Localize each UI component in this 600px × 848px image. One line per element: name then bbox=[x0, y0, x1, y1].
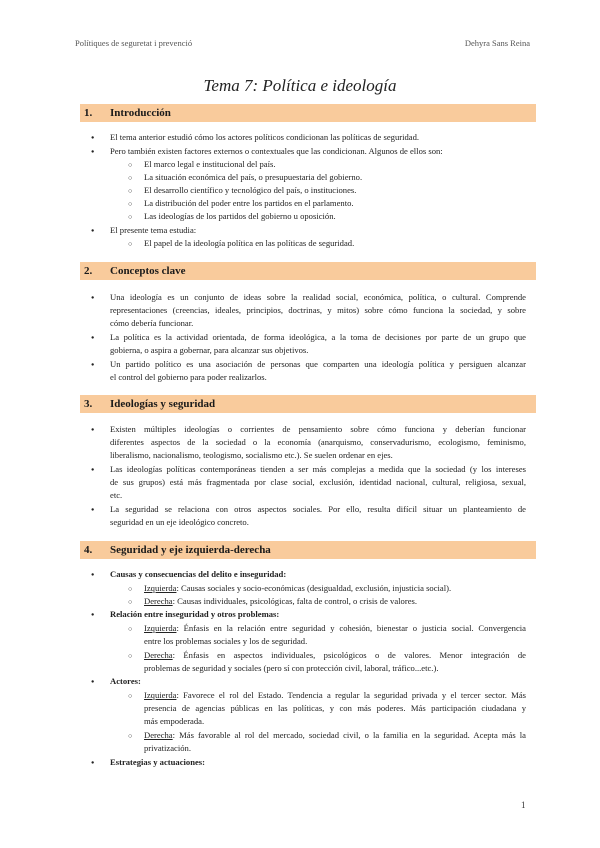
list-item: Izquierda: Causas sociales y socio-económicas (desigualdad, exclusión, injusticia social). bbox=[144, 583, 452, 593]
list-item: privatización. bbox=[144, 743, 192, 753]
paragraph: La política es la actividad orientada, de forma ideológica, a la toma de decisiones por parte de un grupo que bbox=[110, 332, 526, 342]
paragraph: representaciones (creencias, ideales, principios, doctrinas, y mitos) sobre cómo funciona la sociedad, y sobre bbox=[110, 305, 526, 315]
sub-bullet-icon bbox=[128, 689, 132, 703]
section-heading-1: 1. Introducción bbox=[80, 104, 536, 122]
bullet-icon bbox=[91, 331, 94, 345]
paragraph: Las ideologías políticas contemporáneas tienden a ser más complejas a medida que la sociedad (y los intereses bbox=[110, 464, 526, 474]
page-number: 1 bbox=[521, 800, 526, 810]
list-item: El marco legal e institucional del país. bbox=[144, 159, 276, 169]
paragraph: La seguridad se relaciona con otros aspectos sociales. Por ello, resulta difícil situar un planteamiento de bbox=[110, 504, 526, 514]
group-heading: Relación entre inseguridad y otros problemas: bbox=[110, 609, 280, 619]
bullet-icon bbox=[91, 131, 94, 145]
list-item: El desarrollo científico y tecnológico del país, o instituciones. bbox=[144, 185, 357, 195]
list-item: entre los problemas sociales y los de seguridad. bbox=[144, 636, 308, 646]
group-heading: Estrategias y actuaciones: bbox=[110, 757, 206, 767]
paragraph: cómo debería funcionar. bbox=[110, 318, 194, 328]
paragraph: Una ideología es un conjunto de ideas sobre la realidad social, económica, política, o cultural. Comprende bbox=[110, 292, 526, 302]
paragraph: liberalismo, nacionalismo, teologismo, socialismo etc.). Se suelen ordenar en ejes. bbox=[110, 450, 393, 460]
list-item: El papel de la ideología política en las políticas de seguridad. bbox=[144, 238, 355, 248]
paragraph: etc. bbox=[110, 490, 123, 500]
header-right: Dehyra Sans Reina bbox=[464, 38, 530, 48]
page-title: Tema 7: Política e ideología bbox=[203, 76, 397, 95]
sub-bullet-icon bbox=[128, 237, 132, 251]
sub-bullet-icon bbox=[128, 171, 132, 185]
sub-bullet-icon bbox=[128, 158, 132, 172]
sub-bullet-icon bbox=[128, 649, 132, 663]
group-heading: Actores: bbox=[110, 676, 141, 686]
sub-bullet-icon bbox=[128, 729, 132, 743]
bullet-icon bbox=[91, 756, 94, 770]
paragraph: El tema anterior estudió cómo los actores políticos condicionan las políticas de seguridad. bbox=[110, 132, 420, 142]
list-item: problemas de seguridad y sociales (pero sí con protección civil, laboral, tráfico...etc.). bbox=[144, 663, 439, 673]
bullet-icon bbox=[91, 568, 94, 582]
list-item: Las ideologías de los partidos del gobierno u oposición. bbox=[144, 211, 336, 221]
paragraph: el control del gobierno para poder realizarlos. bbox=[110, 372, 267, 382]
paragraph: Pero también existen factores externos o contextuales que las condicionan. Algunos de ellos son: bbox=[110, 146, 443, 156]
bullet-icon bbox=[91, 224, 94, 238]
bullet-icon bbox=[91, 358, 94, 372]
list-item: Izquierda: Favorece el rol del Estado. Tendencia a regular la seguridad privada y el tercer sector. Más bbox=[144, 690, 526, 700]
list-item: La distribución del poder entre los partidos en el parlamento. bbox=[144, 198, 354, 208]
paragraph: El presente tema estudia: bbox=[110, 225, 197, 235]
sub-bullet-icon bbox=[128, 622, 132, 636]
header-left: Polítiques de seguretat i prevenció bbox=[75, 38, 193, 48]
list-item: más empoderada. bbox=[144, 716, 205, 726]
sub-bullet-icon bbox=[128, 184, 132, 198]
bullet-icon bbox=[91, 145, 94, 159]
list-item: La situación económica del país, o presupuestaria del gobierno. bbox=[144, 172, 363, 182]
paragraph: Un partido político es una asociación de personas que comparten una ideología política y persiguen alcanzar bbox=[110, 359, 526, 369]
list-item: Derecha: Causas individuales, psicológicas, falta de control, o crisis de valores. bbox=[144, 596, 418, 606]
bullet-icon bbox=[91, 291, 94, 305]
paragraph: Existen múltiples ideologías o corrientes de pensamiento sobre cómo funciona y deberían funcionar bbox=[110, 424, 526, 434]
bullet-icon bbox=[91, 608, 94, 622]
bullet-icon bbox=[91, 463, 94, 477]
paragraph: gobierna, o aspira a gobernar, para alcanzar sus objetivos. bbox=[110, 345, 309, 355]
sub-bullet-icon bbox=[128, 210, 132, 224]
list-item: presencia de agencias públicas en las políticas, y con más poderes. Más participación ciudadana y bbox=[144, 703, 526, 713]
sub-bullet-icon bbox=[128, 582, 132, 596]
paragraph: diferentes aspectos de la sociedad o la economía (anarquismo, conservadurismo, ecologismo, feminismo, bbox=[110, 437, 526, 447]
paragraph: de sus grupos) está más fragmentada por clase social, exclusión, identidad nacional, cultural, religiosa, sexual, bbox=[110, 477, 526, 487]
section-heading-2: 2. Conceptos clave bbox=[80, 262, 536, 280]
bullet-icon bbox=[91, 423, 94, 437]
section-heading-3: 3. Ideologías y seguridad bbox=[80, 395, 536, 413]
sub-bullet-icon bbox=[128, 197, 132, 211]
list-item: Derecha: Énfasis en aspectos individuales, psicológicos o de valores. Menor integración de bbox=[144, 650, 526, 660]
bullet-icon bbox=[91, 503, 94, 517]
group-heading: Causas y consecuencias del delito e inseguridad: bbox=[110, 569, 287, 579]
bullet-icon bbox=[91, 675, 94, 689]
sub-bullet-icon bbox=[128, 595, 132, 609]
list-item: Izquierda: Énfasis en la relación entre seguridad y cohesión, bienestar o justicia social. Convergencia bbox=[144, 623, 526, 633]
paragraph: seguridad en un eje ideológico concreto. bbox=[110, 517, 249, 527]
section-heading-4: 4. Seguridad y eje izquierda-derecha bbox=[80, 541, 536, 559]
list-item: Derecha: Más favorable al rol del mercado, sociedad civil, o la familia en la seguridad. Acepta más la bbox=[144, 730, 526, 740]
